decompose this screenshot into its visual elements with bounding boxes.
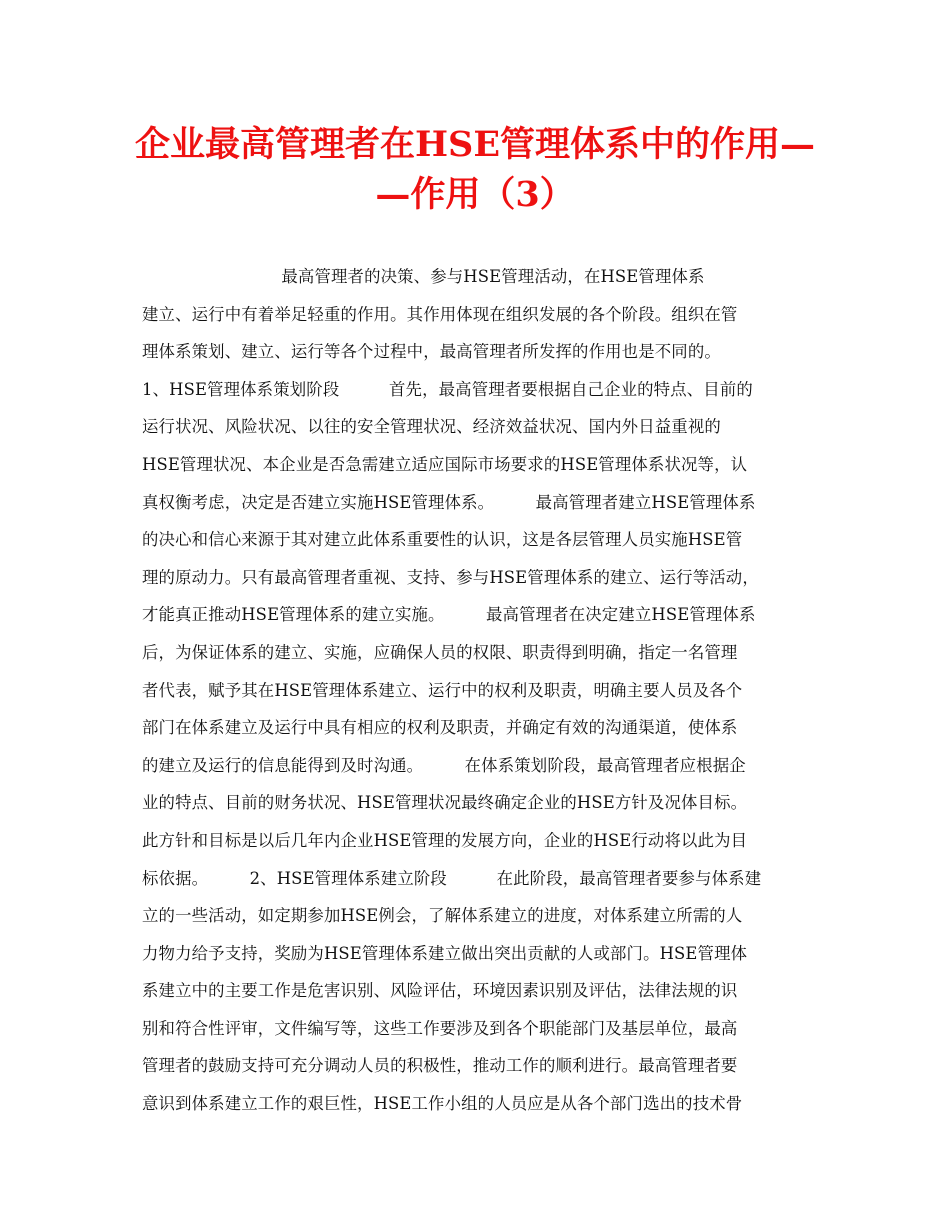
body-line: 最高管理者的决策、参与HSE管理活动，在HSE管理体系 — [142, 267, 705, 286]
body-line: 建立、运行中有着举足轻重的作用。其作用体现在组织发展的各个阶段。组织在管 — [142, 304, 738, 324]
body-line: 标依据。 2、HSE管理体系建立阶段 在此阶段，最高管理者要参与体系建 — [142, 868, 762, 888]
body-line: 者代表，赋予其在HSE管理体系建立、运行中的权利及职责，明确主要人员及各个 — [142, 680, 743, 700]
document-body — [142, 258, 812, 1123]
body-line: 的建立及运行的信息能得到及时沟通。 在体系策划阶段，最高管理者应根据企 — [142, 755, 746, 775]
body-line: 业的特点、目前的财务状况、HSE管理状况最终确定企业的HSE方针及况体目标。 — [142, 793, 748, 813]
body-line: 管理者的鼓励支持可充分调动人员的积极性，推动工作的顺利进行。最高管理者要 — [142, 1056, 738, 1076]
body-line: 部门在体系建立及运行中具有相应的权利及职责，并确定有效的沟通渠道，使体系 — [142, 718, 738, 738]
body-line: 后，为保证体系的建立、实施，应确保人员的权限、职责得到明确，指定一名管理 — [142, 642, 738, 662]
body-line: 真权衡考虑，决定是否建立实施HSE管理体系。 最高管理者建立HSE管理体系 — [142, 492, 756, 512]
title-line-1: 企业最高管理者在HSE管理体系中的作用— — [134, 124, 816, 165]
body-line: 此方针和目标是以后几年内企业HSE管理的发展方向，企业的HSE行动将以此为目 — [142, 830, 748, 850]
body-line: 才能真正推动HSE管理体系的建立实施。 最高管理者在决定建立HSE管理体系 — [142, 605, 756, 625]
body-line: 力物力给予支持，奖励为HSE管理体系建立做出突出贡献的人或部门。HSE管理体 — [142, 943, 748, 963]
body-line: 系建立中的主要工作是危害识别、风险评估，环境因素识别及评估，法律法规的识 — [142, 981, 738, 1001]
body-line: 理的原动力。只有最高管理者重视、支持、参与HSE管理体系的建立、运行等活动， — [142, 567, 759, 587]
body-line: HSE管理状况、本企业是否急需建立适应国际市场要求的HSE管理体系状况等，认 — [142, 454, 748, 474]
body-line: 理体系策划、建立、运行等各个过程中，最高管理者所发挥的作用也是不同的。 — [142, 342, 721, 362]
body-line: 1、HSE管理体系策划阶段 首先，最高管理者要根据自己企业的特点、目前的 — [142, 379, 753, 399]
body-line: 意识到体系建立工作的艰巨性，HSE工作小组的人员应是从各个部门选出的技术骨 — [142, 1094, 743, 1114]
body-line: 的决心和信心来源于其对建立此体系重要性的认识，这是各层管理人员实施HSE管 — [142, 530, 743, 550]
document-title — [120, 120, 830, 220]
body-line: 立的一些活动，如定期参加HSE例会，了解体系建立的进度，对体系建立所需的人 — [142, 906, 743, 926]
body-line: 运行状况、风险状况、以往的安全管理状况、经济效益状况、国内外日益重视的 — [142, 417, 721, 437]
title-line-2: —作用（3） — [375, 174, 575, 215]
body-line: 别和符合性评审，文件编写等，这些工作要涉及到各个职能部门及基层单位，最高 — [142, 1018, 738, 1038]
